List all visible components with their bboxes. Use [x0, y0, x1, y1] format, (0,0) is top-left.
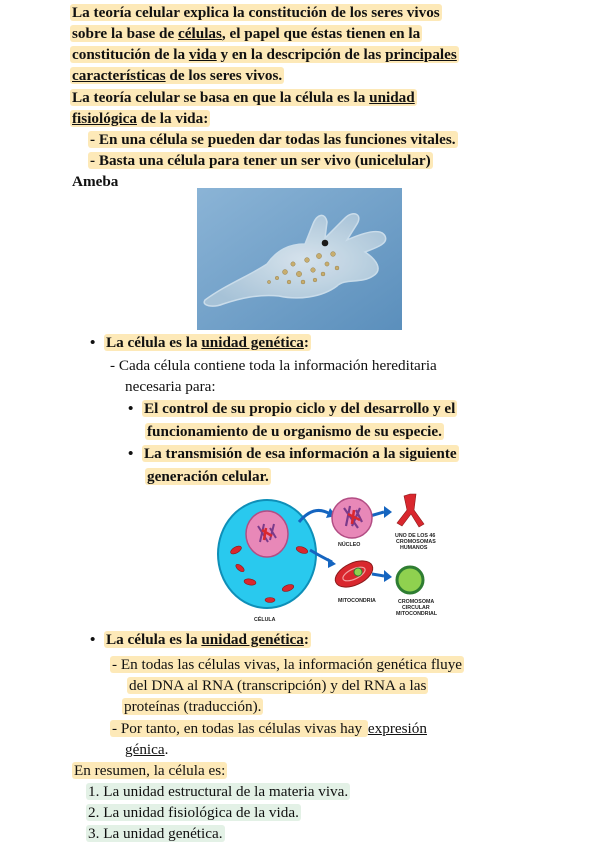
flow-line-3: proteínas (traducción).	[124, 698, 262, 715]
label-crom-3: MITOCONDRIAL	[396, 611, 438, 617]
dash-item-1: - En una célula se pueden dar todas las funciones vitales.	[90, 131, 456, 148]
flow-line-1: - En todas las células vivas, la información genética fluye	[112, 656, 463, 673]
link-unidad-genetica-2[interactable]: unidad genética	[201, 631, 304, 648]
label-uno-2: CROMOSOMAS	[396, 539, 436, 545]
summary-title: En resumen, la célula es:	[74, 762, 226, 779]
link-genica[interactable]: génica	[125, 741, 165, 758]
intro-line-3: constitución de la vida y en la descripción de las principales	[72, 46, 457, 63]
bullet-icon: •	[90, 631, 96, 648]
bullet-icon: •	[128, 445, 134, 462]
intro-line-4: características de los seres vivos.	[72, 67, 283, 84]
link-principales[interactable]: principales	[385, 46, 457, 63]
point-2-line-1: • La transmisión de esa información a la siguiente	[128, 445, 457, 462]
bullet-unidad-genetica-1: • La célula es la unidad genética:	[90, 334, 309, 351]
label-crom-1: CROMOSOMA	[398, 599, 435, 605]
label-celula: CÉLULA	[254, 617, 276, 623]
summary-item-1: 1. La unidad estructural de la materia viva.	[88, 783, 349, 800]
intro-line-5: La teoría celular se basa en que la célula es la unidad	[72, 89, 415, 106]
link-expresion[interactable]: expresión	[367, 720, 427, 737]
point-1-line-1: • El control de su propio ciclo y del desarrollo y el	[128, 400, 456, 417]
link-unidad-genetica-1[interactable]: unidad genética	[201, 334, 304, 351]
point-2-line-2: generación celular.	[147, 468, 269, 485]
link-vida[interactable]: vida	[188, 46, 217, 63]
hereditary-line-1: - Cada célula contiene toda la información hereditaria	[110, 357, 437, 374]
label-mitocondria: MITOCONDRIA	[338, 598, 376, 604]
cell-diagram	[214, 490, 450, 624]
label-uno-1: UNO DE LOS 46	[395, 533, 436, 539]
expression-line-2: génica.	[125, 741, 169, 758]
summary-item-2: 2. La unidad fisiológica de la vida.	[88, 804, 299, 821]
intro-line-6: fisiológica de la vida:	[72, 110, 209, 127]
intro-line-2: sobre la base de células, el papel que éstas tienen en la	[72, 25, 421, 42]
summary-item-3: 3. La unidad genética.	[88, 825, 223, 842]
link-fisiologica[interactable]: fisiológica	[72, 110, 137, 127]
link-celulas[interactable]: células	[178, 25, 222, 42]
ameba-caption: Ameba	[72, 173, 119, 190]
label-nucleo: NÚCLEO	[338, 542, 361, 548]
label-uno-3: HUMANOS	[400, 545, 428, 551]
amoeba-image	[197, 188, 402, 330]
label-crom-2: CIRCULAR	[402, 605, 430, 611]
link-unidad[interactable]: unidad	[369, 89, 415, 106]
dash-item-2: - Basta una célula para tener un ser vivo (unicelular)	[90, 152, 431, 169]
hereditary-line-2: necesaria para:	[125, 378, 216, 395]
bullet-icon: •	[128, 400, 134, 417]
link-caracteristicas[interactable]: características	[72, 67, 166, 84]
expression-line-1: - Por tanto, en todas las células vivas hay expresión	[112, 720, 427, 737]
intro-line-1: La teoría celular explica la constitución de los seres vivos	[72, 4, 440, 21]
bullet-icon: •	[90, 334, 96, 351]
bullet-unidad-genetica-2: • La célula es la unidad genética:	[90, 631, 309, 648]
flow-line-2: del DNA al RNA (transcripción) y del RNA a las	[129, 677, 427, 694]
point-1-line-2: funcionamiento de u organismo de su especie.	[147, 423, 442, 440]
